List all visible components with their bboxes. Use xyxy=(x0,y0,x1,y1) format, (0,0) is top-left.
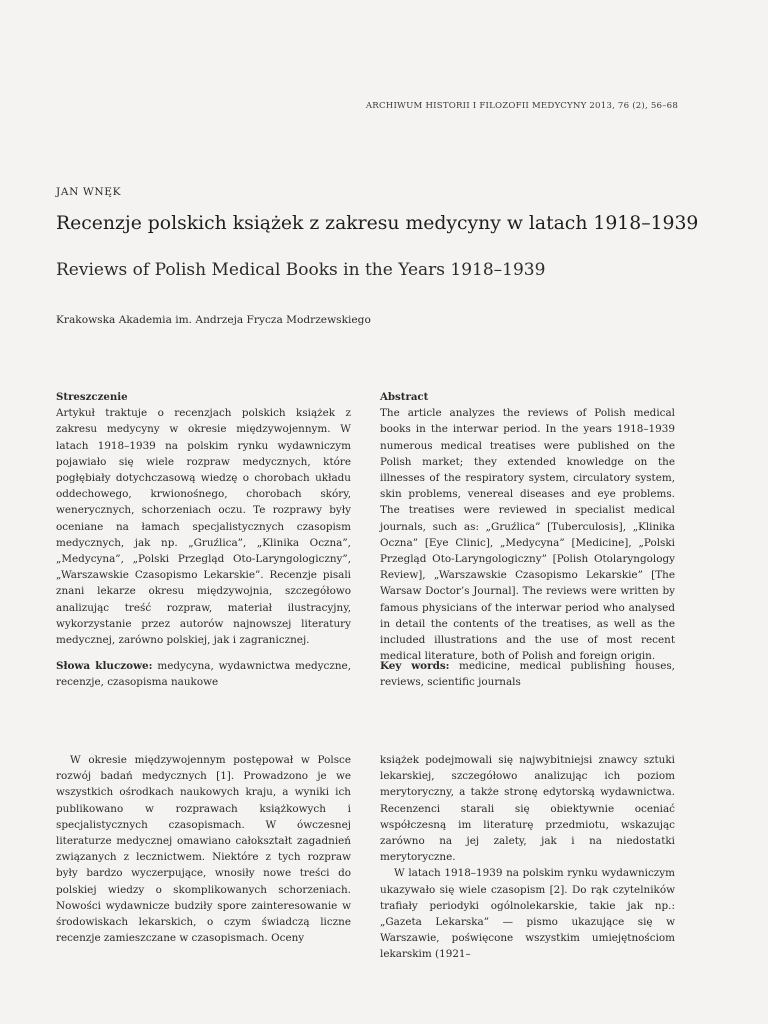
keywords-english xyxy=(380,658,675,690)
author-name: JAN WNĘK xyxy=(56,186,122,198)
body-column-left xyxy=(56,752,351,946)
body-column-right xyxy=(380,752,675,963)
article-title-polish: Recenzje polskich książek z zakresu medycyny w latach 1918–1939 xyxy=(56,213,699,234)
abstract-english-text: The article analyzes the reviews of Polish medical books in the interwar period. In the years 1918–1939 numerous medical treatises were published on the Polish market; they extended knowledge on the illnesses of the respiratory system, circulatory system, skin problems, venereal diseases and eye problems. The treatises were reviewed in specialist medical journals, such as: „Gruźlica” [Tuberculosis], „Klinika Oczna” [Eye Clinic], „Medycyna” [Medicine], „Polski Przegląd Oto-Laryngologiczny” [Polish Otolaryngology Review], „Warszawskie Czasopismo Lekarskie” [The Warsaw Doctor’s Journal]. The reviews were written by famous physicians of the interwar period who analysed in detail the contents of the treatises, as well as the included illustrations and the use of most recent medical literature, both of Polish and foreign origin. xyxy=(380,407,675,663)
abstract-polish-heading: Streszczenie xyxy=(56,391,128,403)
body-paragraph: W latach 1918–1939 na polskim rynku wydawniczym ukazywało się wiele czasopism [2]. Do rąk czytelników trafiały periodyki ogólnolekarskie, takie jak np.: „Gazeta Lekarska” — pismo ukazujące się w Warszawie, poświęcone wszystkim umiejętnościom lekarskim (1921– xyxy=(380,867,675,961)
keywords-english-label: Key words: xyxy=(380,660,450,672)
body-paragraph: W okresie międzywojennym postępował w Polsce rozwój badań medycznych [1]. Prowadzono je we wszystkich ośrodkach naukowych kraju, a wyniki ich publikowano w rozprawach książkowych i specjalistycznych czasopismach. W ówczesnej literaturze medycznej omawiano całokształt zagadnień związanych z lecznictwem. Niektóre z tych rozpraw były bardzo wyczerpujące, wnosiły nowe treści do polskiej wiedzy o skomplikowanych schorzeniach. Nowości wydawnicze budziły spore zainteresowanie w środowiskach lekarskich, o czym świadczą liczne recenzje zamieszczane w czasopismach. Oceny xyxy=(56,754,351,945)
author-affiliation: Krakowska Akademia im. Andrzeja Frycza Modrzewskiego xyxy=(56,314,371,326)
keywords-polish-label: Słowa kluczowe: xyxy=(56,660,153,672)
abstract-english-heading: Abstract xyxy=(380,391,429,403)
keywords-english-text: medicine, medical publishing houses, reviews, scientific journals xyxy=(380,660,675,689)
keywords-polish xyxy=(56,658,351,690)
body-paragraph: książek podejmowali się najwybitniejsi znawcy sztuki lekarskiej, szczegółowo analizując ich poziom merytoryczny, a także stronę edytorską wydawnictwa. Recenzenci starali się obiektywnie oceniać współczesną im literaturę przedmiotu, wskazując zarówno na jej zalety, jak i na niedostatki merytoryczne. xyxy=(380,754,675,864)
keywords-polish-text: medycyna, wydawnictwa medyczne, recenzje, czasopisma naukowe xyxy=(56,660,351,689)
abstract-polish xyxy=(56,389,351,648)
article-title-english: Reviews of Polish Medical Books in the Years 1918–1939 xyxy=(56,260,546,280)
abstract-polish-text: Artykuł traktuje o recenzjach polskich książek z zakresu medycyny w okresie międzywojennym. W latach 1918–1939 na polskim rynku wydawniczym pojawiało się wiele rozpraw medycznych, które pogłębiały dotychczasową wiedzę o chorobach układu oddechowego, krwionośnego, chorobach skóry, wenerycznych, schorzeniach oczu. Te rozprawy były oceniane na łamach specjalistycznych czasopism medycznych, jak np. „Gruźlica”, „Klinika Oczna”, „Medycyna”, „Polski Przegląd Oto-Laryngologiczny”, „Warszawskie Czasopismo Lekarskie”. Recenzje pisali znani lekarze okresu międzywojnia, szczegółowo analizując treść rozpraw, materiał ilustracyjny, wykorzystanie przez autorów najnowszej literatury medycznej, zarówno polskiej, jak i zagranicznej. xyxy=(56,407,351,647)
running-head: ARCHIWUM HISTORII I FILOZOFII MEDYCYNY 2013, 76 (2), 56–68 xyxy=(365,101,678,111)
abstract-english xyxy=(380,389,675,664)
